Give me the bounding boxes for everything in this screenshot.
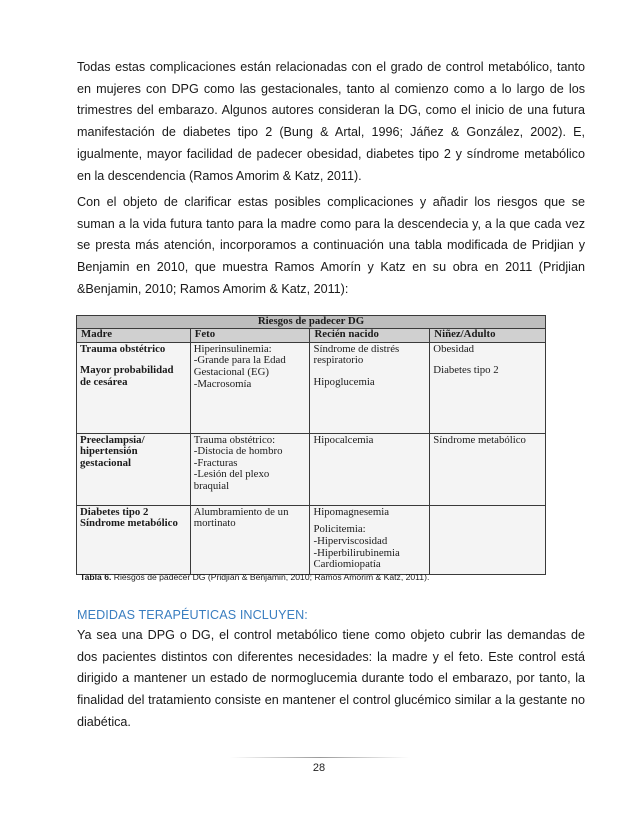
- paragraph-objeto: Con el objeto de clarificar estas posibles complicaciones y añadir los riesgos que se suman a la vida futura tanto para la madre como para la descendecia y, a la que cada vez se presta más atención, incorporamos a continuación una tabla modificada de Pridjian y Benjamin en 2010, que muestra Ramos Amorín y Katz en su obra en 2011 (Pridjian &Benjamin, 2010; Ramos Amorim & Katz, 2011):: [77, 195, 585, 296]
- cell-line: -Grande para la Edad Gestacional (EG): [193, 354, 286, 378]
- risk-table-figure: [76, 315, 584, 587]
- cell-line: -Fracturas: [193, 456, 238, 469]
- table-row: [77, 342, 546, 433]
- table-cell-feto: [190, 342, 310, 433]
- cell-line: -Hiperbilirubinemia: [313, 546, 400, 559]
- risk-table: [76, 315, 546, 575]
- table-cell-ninez-adulto: [430, 433, 546, 505]
- table-cell-madre: [77, 433, 191, 505]
- column-header-ninez-adulto: Niñez/Adulto: [430, 329, 546, 342]
- cell-line: Diabetes tipo 2 Síndrome metabólico: [80, 505, 178, 530]
- table-cell-madre: [77, 342, 191, 433]
- cell-line: Hipomagnesemia: [313, 505, 390, 518]
- table-row: [77, 505, 546, 574]
- cell-line: Síndrome de distrés respiratorio: [313, 342, 400, 367]
- cell-line: Mayor probabilidad de cesárea: [80, 364, 174, 388]
- table-cell-ninez-adulto: [430, 342, 546, 433]
- page-number: 28: [312, 762, 326, 774]
- caption-label: Tabla 6.: [80, 572, 112, 582]
- cell-line: Preeclampsia/ hipertensión gestacional: [80, 433, 145, 469]
- caption-text: Riesgos de padecer DG (Pridjian & Benjamin, 2010; Ramos Amorim & Katz, 2011).: [111, 572, 430, 582]
- column-header-madre: Madre: [77, 329, 191, 342]
- cell-line: Hipocalcemia: [313, 433, 374, 446]
- column-header-feto: Feto: [190, 329, 310, 342]
- table-cell-feto: [190, 505, 310, 574]
- table-cell-ninez-adulto: [430, 505, 546, 574]
- cell-line: -Distocia de hombro: [193, 445, 283, 458]
- cell-line: Hipoglucemia: [313, 376, 375, 388]
- footer-divider: [230, 757, 410, 758]
- table-cell-feto: [190, 433, 310, 505]
- cell-line: Síndrome metabólico: [433, 433, 526, 446]
- section-heading: MEDIDAS TERAPÉUTICAS INCLUYEN:: [77, 608, 308, 622]
- table-cell-recien-nacido: [310, 342, 430, 433]
- cell-line: Trauma obstétrico:: [193, 433, 276, 446]
- cell-line: Trauma obstétrico: [80, 342, 166, 355]
- cell-line: -Hiperviscosidad: [313, 535, 388, 548]
- table-caption: [80, 572, 429, 582]
- table-cell-recien-nacido: [310, 505, 430, 574]
- paragraph-control-metabolico: Ya sea una DPG o DG, el control metabólico tiene como objeto cubrir las demandas de dos pacientes distintos con diferentes necesidades: la madre y el feto. Este control está dirigido a mantener un estado de normoglucemia durante todo el embarazo, por tanto, la finalidad del tratamiento consiste en mantener el control glucémico similar a la gestante no diabética.: [77, 628, 585, 729]
- table-cell-recien-nacido: [310, 433, 430, 505]
- cell-line: -Macrosomía: [193, 377, 252, 390]
- table-title: Riesgos de padecer DG: [77, 316, 546, 329]
- table-row: [77, 433, 546, 505]
- cell-line: Cardiomiopatía: [313, 558, 381, 571]
- cell-line: Alumbramiento de un mortinato: [193, 505, 289, 530]
- cell-line: -Lesión del plexo braquial: [193, 468, 270, 492]
- paragraph-complicaciones: Todas estas complicaciones están relacionadas con el grado de control metabólico, tanto en mujeres con DPG como las gestacionales, tanto al comienzo como a lo largo de los trimestres del embarazo. Algunos autores consideran la DG, como el inicio de una futura manifestación de diabetes tipo 2 (Bung & Artal, 1996; Jáñez & González, 2002). E, igualmente, mayor facilidad de padecer obesidad, diabetes tipo 2 y síndrome metabólico en la descendencia (Ramos Amorim & Katz, 2011).: [77, 60, 585, 183]
- cell-line: Hiperinsulinemia:: [193, 342, 272, 355]
- cell-line: Obesidad: [433, 342, 475, 355]
- cell-line: Diabetes tipo 2: [433, 364, 499, 377]
- cell-line: Policitemia:: [313, 523, 366, 536]
- column-header-recien-nacido: Recién nacido: [310, 329, 430, 342]
- table-cell-madre: [77, 505, 191, 574]
